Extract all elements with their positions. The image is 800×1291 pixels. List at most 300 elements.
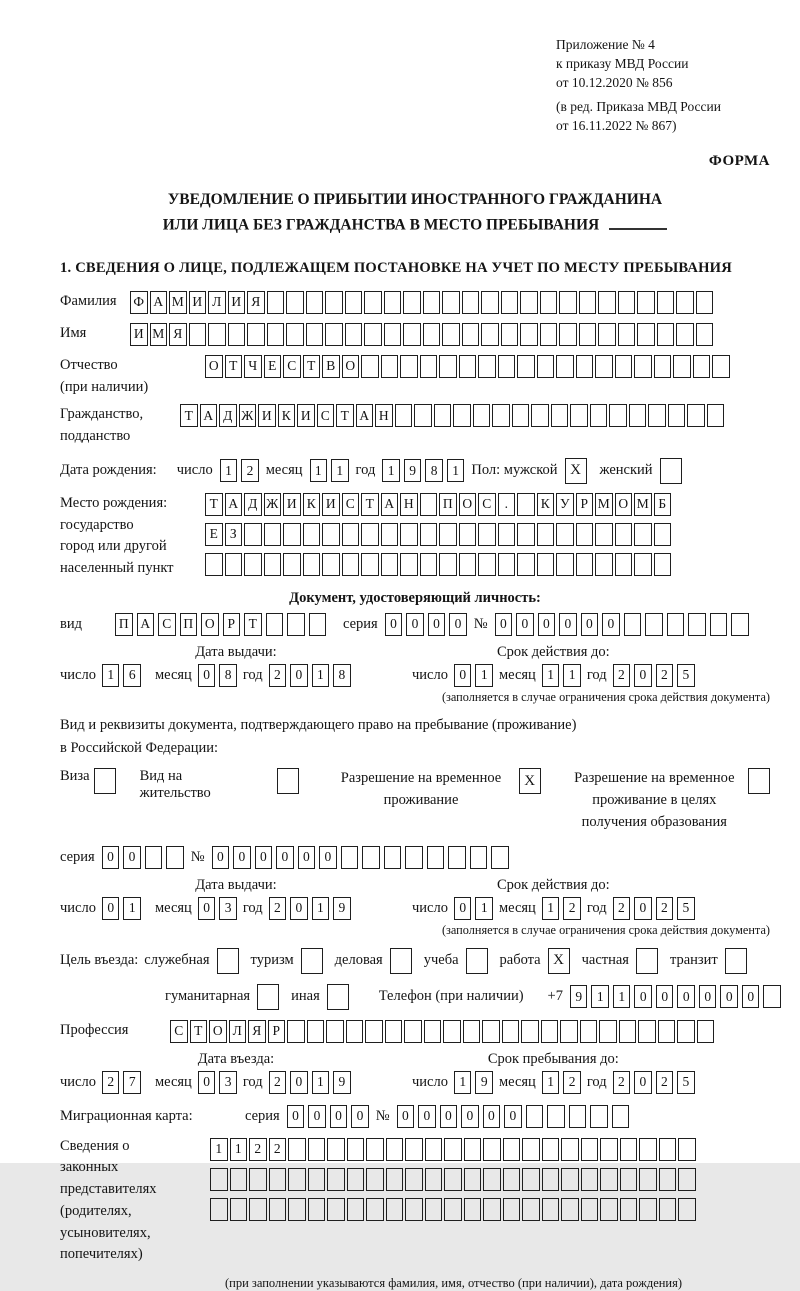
char-box[interactable]: 1 [102, 664, 120, 687]
char-box[interactable] [615, 355, 633, 378]
char-box[interactable] [620, 1138, 638, 1161]
char-box[interactable] [498, 523, 516, 546]
char-box[interactable]: 1 [542, 1071, 560, 1094]
char-box[interactable] [366, 1138, 384, 1161]
char-box[interactable] [322, 523, 340, 546]
char-box[interactable] [522, 1138, 540, 1161]
char-box[interactable] [676, 291, 694, 314]
char-box[interactable] [434, 404, 452, 427]
char-box[interactable] [615, 553, 633, 576]
char-box[interactable]: 5 [677, 664, 695, 687]
purpose-humanitarian-checkbox[interactable] [257, 984, 279, 1010]
char-box[interactable] [537, 523, 555, 546]
char-box[interactable] [400, 355, 418, 378]
char-box[interactable] [453, 404, 471, 427]
purpose-official-checkbox[interactable] [217, 948, 239, 974]
char-box[interactable] [620, 1168, 638, 1191]
char-box[interactable]: 2 [249, 1138, 267, 1161]
char-box[interactable]: 0 [102, 846, 120, 869]
char-box[interactable] [459, 553, 477, 576]
char-box[interactable] [551, 404, 569, 427]
char-box[interactable] [561, 1198, 579, 1221]
char-box[interactable] [712, 355, 730, 378]
char-box[interactable]: С [342, 493, 360, 516]
char-box[interactable] [696, 323, 714, 346]
char-box[interactable] [501, 291, 519, 314]
char-box[interactable] [522, 1198, 540, 1221]
char-box[interactable] [637, 323, 655, 346]
char-box[interactable] [448, 846, 466, 869]
char-box[interactable] [283, 523, 301, 546]
char-box[interactable]: Т [244, 613, 262, 636]
char-box[interactable] [342, 523, 360, 546]
char-box[interactable]: 0 [319, 846, 337, 869]
purpose-other-checkbox[interactable] [327, 984, 349, 1010]
char-box[interactable]: 0 [449, 613, 467, 636]
char-box[interactable]: 0 [290, 664, 308, 687]
char-box[interactable]: 0 [581, 613, 599, 636]
char-box[interactable] [600, 1168, 618, 1191]
residence-permit-checkbox[interactable] [277, 768, 299, 794]
char-box[interactable] [269, 1168, 287, 1191]
char-box[interactable]: 0 [102, 897, 120, 920]
char-box[interactable]: Ж [264, 493, 282, 516]
char-box[interactable] [542, 1168, 560, 1191]
char-box[interactable] [688, 613, 706, 636]
char-box[interactable] [244, 523, 262, 546]
char-box[interactable] [579, 291, 597, 314]
char-box[interactable]: 2 [269, 1071, 287, 1094]
char-box[interactable] [306, 323, 324, 346]
char-box[interactable]: 0 [720, 985, 738, 1008]
char-box[interactable] [478, 553, 496, 576]
char-box[interactable] [639, 1198, 657, 1221]
char-box[interactable] [668, 404, 686, 427]
char-box[interactable] [581, 1138, 599, 1161]
char-box[interactable]: 1 [310, 459, 328, 482]
char-box[interactable]: М [169, 291, 187, 314]
char-box[interactable] [576, 553, 594, 576]
char-box[interactable] [347, 1168, 365, 1191]
char-box[interactable] [478, 523, 496, 546]
char-box[interactable] [381, 523, 399, 546]
char-box[interactable] [345, 323, 363, 346]
char-box[interactable]: 3 [219, 1071, 237, 1094]
char-box[interactable] [483, 1168, 501, 1191]
char-box[interactable]: И [258, 404, 276, 427]
char-box[interactable] [502, 1020, 520, 1043]
char-box[interactable]: 0 [677, 985, 695, 1008]
char-box[interactable] [283, 553, 301, 576]
char-box[interactable] [561, 1168, 579, 1191]
char-box[interactable] [615, 523, 633, 546]
char-box[interactable] [609, 404, 627, 427]
char-box[interactable] [306, 291, 324, 314]
char-box[interactable] [444, 1138, 462, 1161]
char-box[interactable]: Т [336, 404, 354, 427]
char-box[interactable] [570, 404, 588, 427]
char-box[interactable] [403, 291, 421, 314]
char-box[interactable]: Р [576, 493, 594, 516]
char-box[interactable] [673, 355, 691, 378]
char-box[interactable] [459, 355, 477, 378]
char-box[interactable] [308, 1138, 326, 1161]
char-box[interactable]: 7 [123, 1071, 141, 1094]
char-box[interactable] [520, 291, 538, 314]
char-box[interactable] [498, 553, 516, 576]
char-box[interactable] [386, 1138, 404, 1161]
char-box[interactable] [420, 553, 438, 576]
char-box[interactable]: Т [361, 493, 379, 516]
char-box[interactable] [384, 323, 402, 346]
char-box[interactable]: О [615, 493, 633, 516]
char-box[interactable]: 0 [351, 1105, 369, 1128]
char-box[interactable]: 1 [447, 459, 465, 482]
char-box[interactable] [707, 404, 725, 427]
char-box[interactable] [595, 523, 613, 546]
char-box[interactable]: 0 [559, 613, 577, 636]
char-box[interactable] [424, 1020, 442, 1043]
char-box[interactable] [600, 1198, 618, 1221]
char-box[interactable]: 0 [454, 664, 472, 687]
char-box[interactable]: 6 [123, 664, 141, 687]
char-box[interactable]: 0 [634, 897, 652, 920]
char-box[interactable] [580, 1020, 598, 1043]
char-box[interactable]: С [170, 1020, 188, 1043]
char-box[interactable]: 1 [210, 1138, 228, 1161]
purpose-business-checkbox[interactable] [390, 948, 412, 974]
char-box[interactable]: 0 [634, 1071, 652, 1094]
char-box[interactable] [590, 404, 608, 427]
char-box[interactable] [230, 1168, 248, 1191]
char-box[interactable] [384, 846, 402, 869]
char-box[interactable] [517, 493, 535, 516]
char-box[interactable]: Т [303, 355, 321, 378]
char-box[interactable] [556, 553, 574, 576]
char-box[interactable] [542, 1138, 560, 1161]
char-box[interactable] [425, 1198, 443, 1221]
char-box[interactable]: И [283, 493, 301, 516]
char-box[interactable]: 0 [516, 613, 534, 636]
char-box[interactable] [556, 355, 574, 378]
char-box[interactable]: 0 [634, 664, 652, 687]
char-box[interactable]: С [478, 493, 496, 516]
char-box[interactable] [520, 323, 538, 346]
char-box[interactable] [405, 1168, 423, 1191]
char-box[interactable]: 0 [397, 1105, 415, 1128]
char-box[interactable]: 1 [591, 985, 609, 1008]
char-box[interactable] [420, 355, 438, 378]
char-box[interactable]: 1 [312, 1071, 330, 1094]
char-box[interactable] [423, 291, 441, 314]
char-box[interactable] [639, 1168, 657, 1191]
char-box[interactable] [303, 523, 321, 546]
char-box[interactable]: 2 [563, 1071, 581, 1094]
char-box[interactable] [731, 613, 749, 636]
char-box[interactable]: 9 [475, 1071, 493, 1094]
char-box[interactable] [361, 553, 379, 576]
char-box[interactable] [697, 1020, 715, 1043]
char-box[interactable] [464, 1138, 482, 1161]
char-box[interactable]: 2 [269, 897, 287, 920]
char-box[interactable] [541, 1020, 559, 1043]
char-box[interactable] [559, 323, 577, 346]
char-box[interactable] [405, 846, 423, 869]
char-box[interactable] [384, 291, 402, 314]
char-box[interactable] [503, 1198, 521, 1221]
char-box[interactable] [658, 1020, 676, 1043]
char-box[interactable]: В [322, 355, 340, 378]
sex-male-checkbox[interactable]: X [565, 458, 587, 484]
char-box[interactable] [639, 1138, 657, 1161]
char-box[interactable] [473, 404, 491, 427]
char-box[interactable] [308, 1198, 326, 1221]
char-box[interactable]: 0 [123, 846, 141, 869]
temp-residence-edu-checkbox[interactable] [748, 768, 770, 794]
char-box[interactable] [687, 404, 705, 427]
char-box[interactable]: 0 [742, 985, 760, 1008]
char-box[interactable]: О [342, 355, 360, 378]
char-box[interactable] [366, 1198, 384, 1221]
char-box[interactable] [439, 523, 457, 546]
char-box[interactable] [537, 553, 555, 576]
char-box[interactable] [361, 355, 379, 378]
char-box[interactable]: 8 [425, 459, 443, 482]
char-box[interactable]: 0 [504, 1105, 522, 1128]
char-box[interactable] [287, 1020, 305, 1043]
char-box[interactable]: Н [400, 493, 418, 516]
char-box[interactable]: О [209, 1020, 227, 1043]
char-box[interactable]: К [537, 493, 555, 516]
char-box[interactable] [362, 846, 380, 869]
char-box[interactable] [327, 1168, 345, 1191]
char-box[interactable] [579, 323, 597, 346]
char-box[interactable]: 0 [483, 1105, 501, 1128]
char-box[interactable]: Т [225, 355, 243, 378]
char-box[interactable] [634, 523, 652, 546]
char-box[interactable]: О [201, 613, 219, 636]
char-box[interactable]: 3 [219, 897, 237, 920]
char-box[interactable]: 0 [330, 1105, 348, 1128]
char-box[interactable]: П [439, 493, 457, 516]
char-box[interactable] [482, 1020, 500, 1043]
char-box[interactable] [634, 553, 652, 576]
char-box[interactable]: 2 [656, 897, 674, 920]
char-box[interactable] [287, 613, 305, 636]
char-box[interactable] [303, 553, 321, 576]
char-box[interactable] [423, 323, 441, 346]
char-box[interactable] [595, 355, 613, 378]
char-box[interactable]: 0 [656, 985, 674, 1008]
char-box[interactable] [657, 323, 675, 346]
char-box[interactable] [620, 1198, 638, 1221]
char-box[interactable] [659, 1138, 677, 1161]
char-box[interactable]: С [317, 404, 335, 427]
char-box[interactable]: Е [205, 523, 223, 546]
char-box[interactable]: А [137, 613, 155, 636]
char-box[interactable] [619, 1020, 637, 1043]
char-box[interactable] [581, 1198, 599, 1221]
char-box[interactable]: 2 [269, 1138, 287, 1161]
char-box[interactable]: 0 [454, 897, 472, 920]
char-box[interactable] [598, 323, 616, 346]
char-box[interactable] [600, 1138, 618, 1161]
char-box[interactable] [264, 553, 282, 576]
char-box[interactable]: 0 [290, 1071, 308, 1094]
char-box[interactable]: 1 [220, 459, 238, 482]
char-box[interactable]: 2 [613, 897, 631, 920]
char-box[interactable]: 9 [404, 459, 422, 482]
char-box[interactable] [512, 404, 530, 427]
char-box[interactable]: 9 [333, 1071, 351, 1094]
char-box[interactable] [693, 355, 711, 378]
char-box[interactable]: 0 [634, 985, 652, 1008]
char-box[interactable]: Я [169, 323, 187, 346]
char-box[interactable] [442, 323, 460, 346]
char-box[interactable]: 2 [563, 897, 581, 920]
char-box[interactable]: 8 [219, 664, 237, 687]
char-box[interactable]: 1 [475, 897, 493, 920]
char-box[interactable] [425, 1138, 443, 1161]
char-box[interactable]: 2 [613, 1071, 631, 1094]
char-box[interactable] [677, 1020, 695, 1043]
char-box[interactable] [599, 1020, 617, 1043]
char-box[interactable] [629, 404, 647, 427]
char-box[interactable]: 0 [198, 664, 216, 687]
char-box[interactable] [439, 553, 457, 576]
char-box[interactable] [286, 323, 304, 346]
char-box[interactable] [618, 323, 636, 346]
char-box[interactable] [503, 1138, 521, 1161]
char-box[interactable] [678, 1198, 696, 1221]
char-box[interactable] [361, 523, 379, 546]
char-box[interactable] [405, 1138, 423, 1161]
char-box[interactable]: 0 [699, 985, 717, 1008]
char-box[interactable] [249, 1168, 267, 1191]
char-box[interactable] [463, 1020, 481, 1043]
char-box[interactable] [443, 1020, 461, 1043]
char-box[interactable] [648, 404, 666, 427]
char-box[interactable] [381, 355, 399, 378]
char-box[interactable] [145, 846, 163, 869]
char-box[interactable] [645, 613, 663, 636]
char-box[interactable]: 0 [298, 846, 316, 869]
char-box[interactable]: 0 [495, 613, 513, 636]
char-box[interactable] [414, 404, 432, 427]
char-box[interactable]: 0 [233, 846, 251, 869]
char-box[interactable]: Б [654, 493, 672, 516]
char-box[interactable] [638, 1020, 656, 1043]
char-box[interactable]: 1 [312, 664, 330, 687]
char-box[interactable] [347, 1198, 365, 1221]
char-box[interactable] [598, 291, 616, 314]
char-box[interactable] [189, 323, 207, 346]
char-box[interactable] [427, 846, 445, 869]
char-box[interactable] [166, 846, 184, 869]
char-box[interactable] [521, 1020, 539, 1043]
char-box[interactable]: П [180, 613, 198, 636]
char-box[interactable] [442, 291, 460, 314]
char-box[interactable] [420, 493, 438, 516]
char-box[interactable]: 0 [276, 846, 294, 869]
char-box[interactable]: К [303, 493, 321, 516]
char-box[interactable] [503, 1168, 521, 1191]
char-box[interactable] [576, 523, 594, 546]
char-box[interactable] [595, 553, 613, 576]
char-box[interactable] [676, 323, 694, 346]
char-box[interactable]: 8 [333, 664, 351, 687]
char-box[interactable] [590, 1105, 608, 1128]
char-box[interactable] [309, 613, 327, 636]
char-box[interactable] [659, 1168, 677, 1191]
char-box[interactable] [228, 323, 246, 346]
char-box[interactable]: 0 [255, 846, 273, 869]
char-box[interactable] [678, 1138, 696, 1161]
char-box[interactable]: 0 [308, 1105, 326, 1128]
char-box[interactable]: Е [264, 355, 282, 378]
char-box[interactable] [481, 323, 499, 346]
char-box[interactable]: 0 [602, 613, 620, 636]
char-box[interactable]: М [150, 323, 168, 346]
char-box[interactable]: С [283, 355, 301, 378]
char-box[interactable]: М [595, 493, 613, 516]
char-box[interactable] [365, 1020, 383, 1043]
char-box[interactable] [462, 291, 480, 314]
purpose-study-checkbox[interactable] [466, 948, 488, 974]
char-box[interactable]: А [381, 493, 399, 516]
char-box[interactable]: 1 [454, 1071, 472, 1094]
char-box[interactable] [381, 553, 399, 576]
char-box[interactable] [444, 1198, 462, 1221]
char-box[interactable]: 2 [269, 664, 287, 687]
purpose-transit-checkbox[interactable] [725, 948, 747, 974]
char-box[interactable]: А [150, 291, 168, 314]
char-box[interactable] [385, 1020, 403, 1043]
char-box[interactable] [364, 323, 382, 346]
char-box[interactable] [322, 553, 340, 576]
char-box[interactable]: 0 [418, 1105, 436, 1128]
char-box[interactable] [288, 1138, 306, 1161]
char-box[interactable]: Я [248, 1020, 266, 1043]
char-box[interactable]: 5 [677, 1071, 695, 1094]
char-box[interactable] [637, 291, 655, 314]
char-box[interactable]: 0 [212, 846, 230, 869]
char-box[interactable] [366, 1168, 384, 1191]
char-box[interactable]: О [459, 493, 477, 516]
char-box[interactable] [576, 355, 594, 378]
char-box[interactable]: Т [205, 493, 223, 516]
char-box[interactable] [634, 355, 652, 378]
char-box[interactable]: 1 [230, 1138, 248, 1161]
char-box[interactable]: 0 [287, 1105, 305, 1128]
char-box[interactable]: К [278, 404, 296, 427]
char-box[interactable]: 2 [613, 664, 631, 687]
char-box[interactable] [327, 1138, 345, 1161]
char-box[interactable] [696, 291, 714, 314]
char-box[interactable] [346, 1020, 364, 1043]
char-box[interactable] [307, 1020, 325, 1043]
char-box[interactable]: 0 [406, 613, 424, 636]
char-box[interactable] [405, 1198, 423, 1221]
char-box[interactable] [325, 323, 343, 346]
char-box[interactable] [230, 1198, 248, 1221]
char-box[interactable]: 2 [102, 1071, 120, 1094]
visa-checkbox[interactable] [94, 768, 116, 794]
char-box[interactable]: 1 [312, 897, 330, 920]
char-box[interactable]: У [556, 493, 574, 516]
char-box[interactable] [763, 985, 781, 1008]
char-box[interactable] [327, 1198, 345, 1221]
